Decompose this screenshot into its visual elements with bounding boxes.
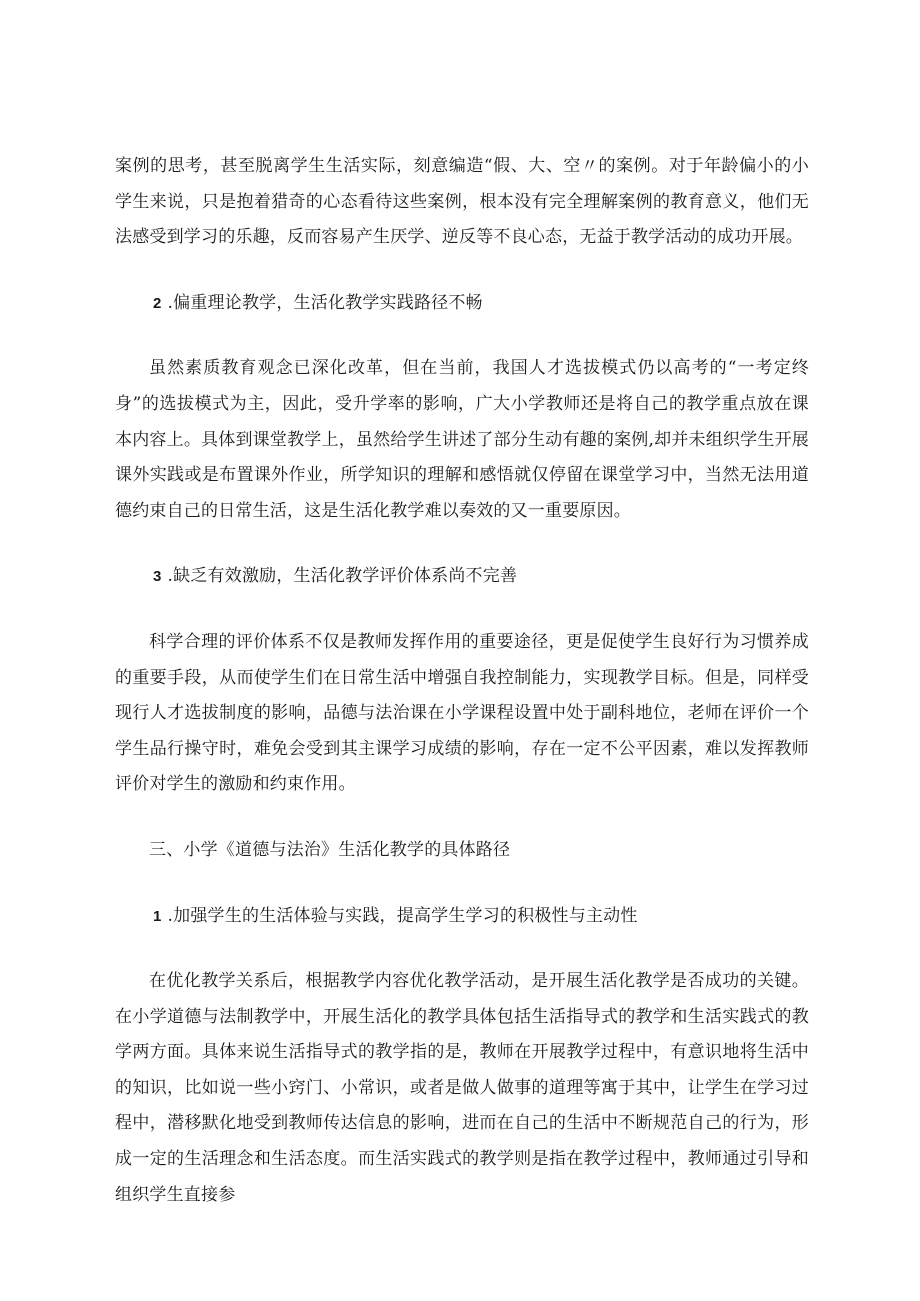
subheading-2-text: .偏重理论教学，生活化教学实践路径不畅 [167,292,483,313]
subheading-2 [115,286,809,322]
paragraph-continuation: 案例的思考，甚至脱离学生生活实际，刻意编造“假、大、空〃的案例。对于年龄偏小的小学生来说，只是抱着猎奇的心态看待这些案例，根本没有完全理解案例的教育意义，他们无法感受到学习的乐趣，反而容易产生厌学、逆反等不良心态，无益于教学活动的成功开展。 [115,156,809,248]
subheading-3-text: .缺乏有效激励，生活化教学评价体系尚不完善 [167,566,518,587]
paragraph-4: 在优化教学关系后，根据教学内容优化教学活动，是开展生活化教学是否成功的关键。在小学道德与法制教学中，开展生活化的教学具体包括生活指导式的教学和生活实践式的教学两方面。具体来说生活指导式的教学指的是，教师在开展教学过程中，有意识地将生活中的知识，比如说一些小窍门、小常识，或者是做人做事的道理等寓于其中，让学生在学习过程中，潜移默化地受到教师传达信息的影响，进而在自己的生活中不断规范自己的行为，形成一定的生活理念和生活态度。而生活实践式的教学则是指在教学过程中，教师通过引导和组织学生直接参 [115,971,809,1205]
subheading-3 [115,559,809,595]
paragraph-3: 科学合理的评价体系不仅是教师发挥作用的重要途径，更是促使学生良好行为习惯养成的重要手段，从而使学生们在日常生活中增强自我控制能力，实现教学目标。但是，同样受现行人才选拔制度的影响，品德与法治课在小学课程设置中处于副科地位，老师在评价一个学生品行操守时，难免会受到其主课学习成绩的影响，存在一定不公平因素，难以发挥教师评价对学生的激励和约束作用。 [115,631,809,795]
section-heading: 三、小学《道德与法治》生活化教学的具体路径 [149,839,511,860]
document-body [115,149,809,1213]
subheading-s1 [115,899,809,935]
subheading-s1-number: 1 [153,907,162,925]
subheading-s1-text: .加强学生的生活体验与实践，提高学生学习的积极性与主动性 [167,905,638,926]
paragraph-2: 虽然素质教育观念已深化改革，但在当前，我国人才选拔模式仍以高考的“一考定终身”的选拔模式为主，因此，受升学率的影响，广大小学教师还是将自己的教学重点放在课本内容上。具体到课堂教学上，虽然给学生讲述了部分生动有趣的案例,却并未组织学生开展课外实践或是布置课外作业，所学知识的理解和感悟就仅停留在课堂学习中，当然无法用道德约束自己的日常生活，这是生活化教学难以奏效的又一重要原因。 [115,358,809,521]
subheading-3-number: 3 [153,568,162,586]
subheading-2-number: 2 [153,294,162,312]
